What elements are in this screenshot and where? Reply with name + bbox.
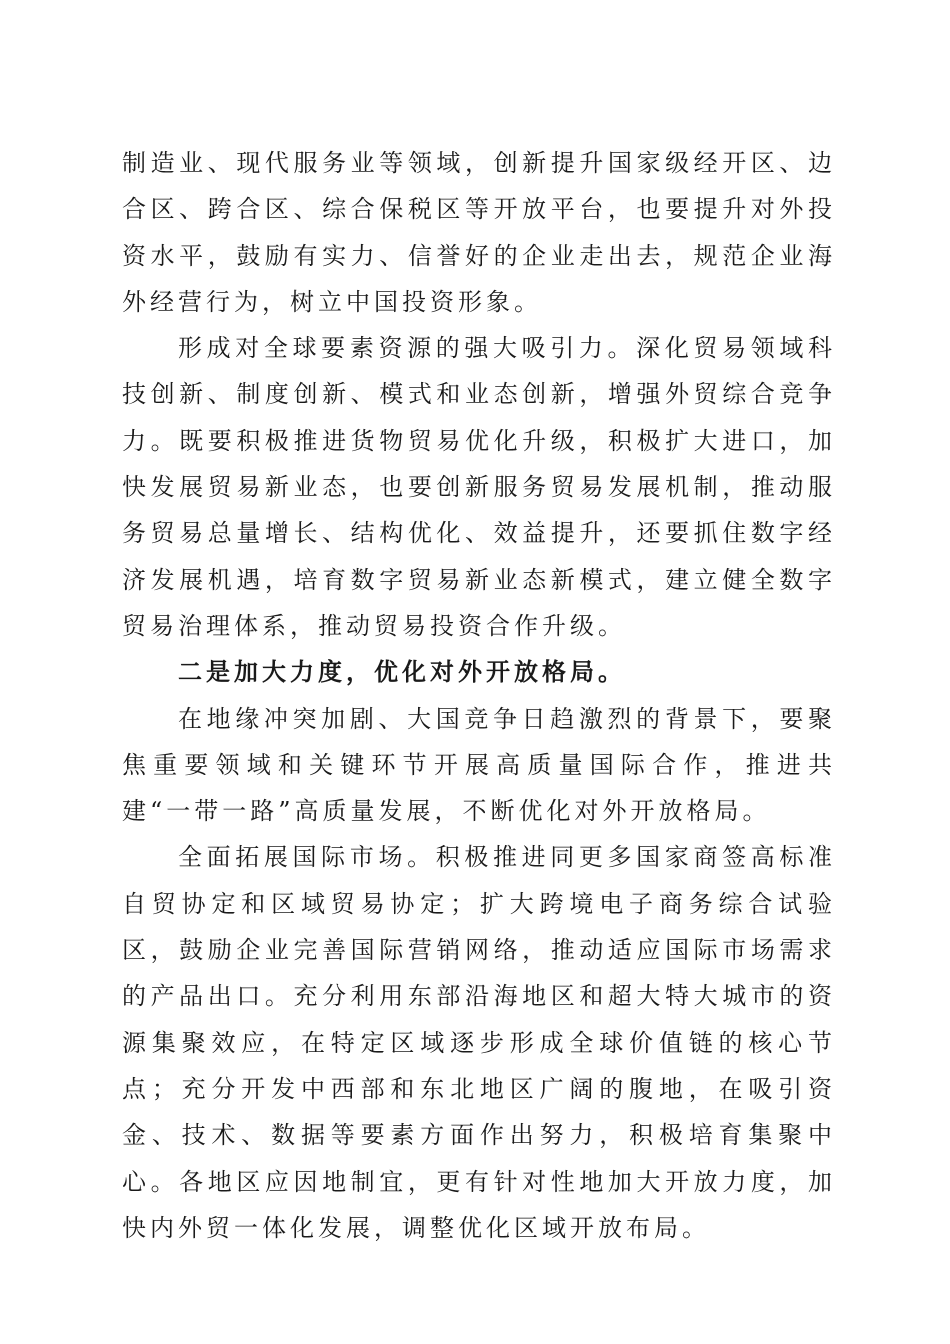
paragraph-continuation: 制造业、现代服务业等领域，创新提升国家级经开区、边合区、跨合区、综合保税区等开放平台，也要提升对外投资水平，鼓励有实力、信誉好的企业走出去，规范企业海外经营行为，树立中国投资形象。: [122, 149, 836, 316]
section-heading: 二是加大力度，优化对外开放格局。: [178, 657, 626, 687]
paragraph-geopolitics: 在地缘冲突加剧、大国竞争日趋激烈的背景下，要聚焦重要领域和关键环节开展高质量国际合作，推进共建“一带一路”高质量发展，不断优化对外开放格局。: [122, 704, 836, 826]
paragraph-international-market: 全面拓展国际市场。积极推进同更多国家商签高标准自贸协定和区域贸易协定；扩大跨境电子商务综合试验区，鼓励企业完善国际营销网络，推动适应国际市场需求的产品出口。充分利用东部沿海地区和超大特大城市的资源集聚效应，在特定区域逐步形成全球价值链的核心节点；充分开发中西部和东北地区广阔的腹地，在吸引资金、技术、数据等要素方面作出努力，积极培育集聚中心。各地区应因地制宜，更有针对性地加大开放力度，加快内外贸一体化发展，调整优化区域开放布局。: [122, 843, 836, 1242]
document-body: [122, 140, 836, 1251]
paragraph-global-resources: 形成对全球要素资源的强大吸引力。深化贸易领域科技创新、制度创新、模式和业态创新，增强外贸综合竞争力。既要积极推进货物贸易优化升级，积极扩大进口，加快发展贸易新业态，也要创新服务贸易发展机制，推动服务贸易总量增长、结构优化、效益提升，还要抓住数字经济发展机遇，培育数字贸易新业态新模式，建立健全数字贸易治理体系，推动贸易投资合作升级。: [122, 334, 836, 640]
